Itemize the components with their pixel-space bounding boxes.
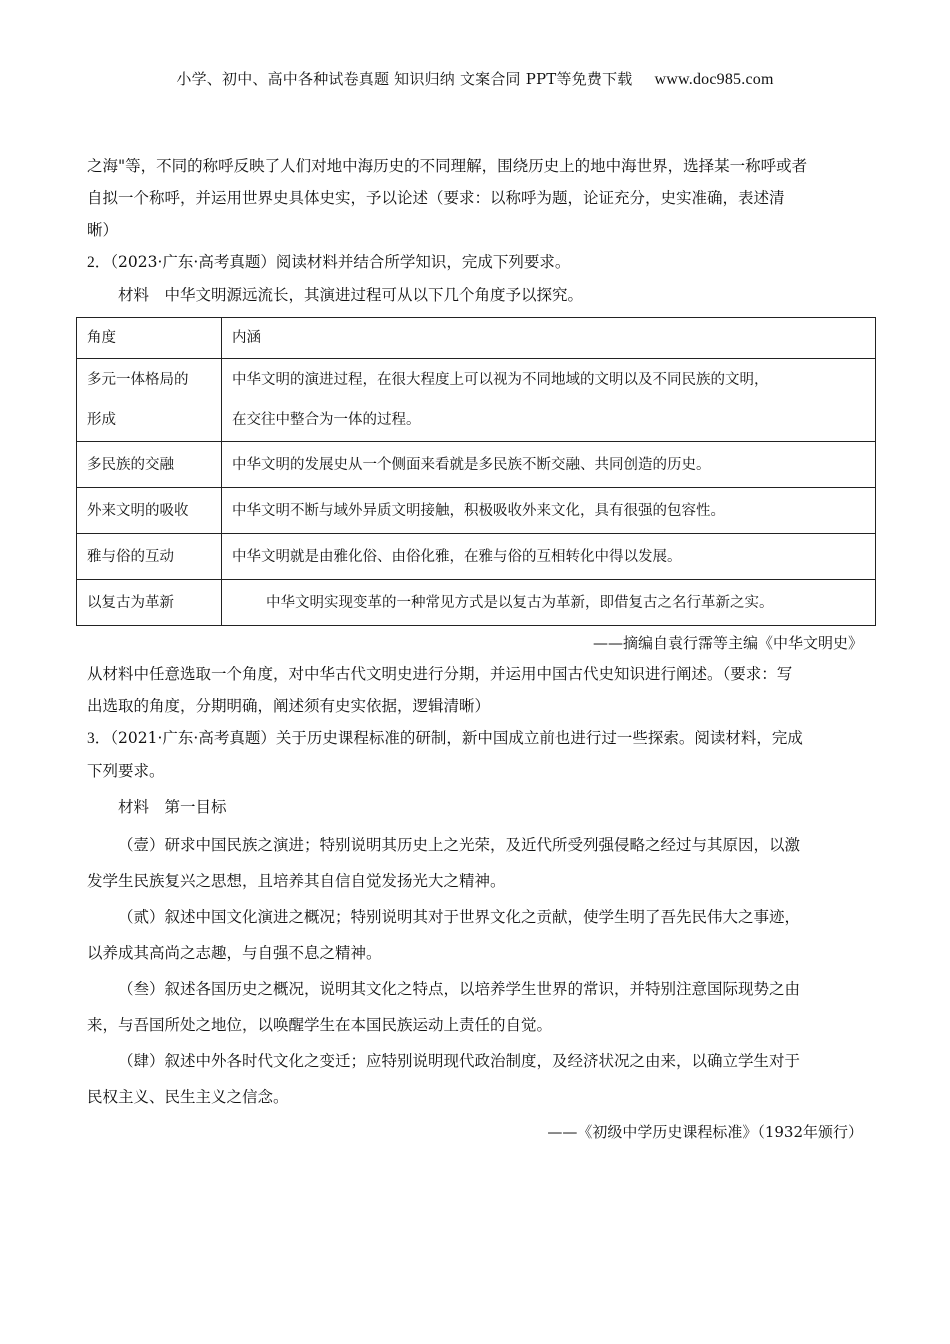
table-row: [77, 534, 876, 580]
q1-line: 自拟一个称呼，并运用世界史具体史实，予以论述（要求：以称呼为题，论证充分，史实准确，表述清: [87, 189, 785, 207]
q3-material: 材料 第一目标: [118, 798, 227, 816]
table-cell-content: 中华文明实现变革的一种常见方式是以复古为革新，即借复古之名行革新之实。: [222, 580, 876, 626]
q3-number: 3．: [87, 730, 111, 747]
q3-item: （壹）研求中国民族之演进；特别说明其历史上之光荣，及近代所受列强侵略之经过与其原因，以激: [118, 836, 801, 854]
material-table: [76, 317, 876, 626]
table-cell-content: [222, 359, 876, 442]
table-cell-content: 中华文明的发展史从一个侧面来看就是多民族不断交融、共同创造的历史。: [222, 442, 876, 488]
q3-item: （贰）叙述中国文化演进之概况；特别说明其对于世界文化之贡献，使学生明了吾先民伟大之事迹，: [118, 908, 801, 926]
table-header-content: 内涵: [222, 318, 876, 359]
table-cell-content: 中华文明就是由雅化俗、由俗化雅，在雅与俗的互相转化中得以发展。: [222, 534, 876, 580]
cell-line: 多元一体格局的: [87, 372, 189, 388]
q3-source: ——《初级中学历史课程标准》（1932年颁行）: [547, 1123, 863, 1141]
table-header-angle: 角度: [77, 318, 222, 359]
q2-task: 出选取的角度，分期明确，阐述须有史实依据，逻辑清晰）: [87, 697, 491, 715]
q2-material: 材料 中华文明源远流长，其演进过程可从以下几个角度予以探究。: [118, 286, 584, 304]
table-cell-angle: 多民族的交融: [77, 442, 222, 488]
q2-stem-text: （2023·广东·高考真题）阅读材料并结合所学知识，完成下列要求。: [110, 253, 571, 271]
q3-item: 民权主义、民生主义之信念。: [87, 1088, 289, 1106]
q3-item: （叁）叙述各国历史之概况，说明其文化之特点，以培养学生世界的常识，并特别注意国际现势之由: [118, 980, 801, 998]
cell-line: 在交往中整合为一体的过程。: [232, 412, 421, 428]
table-row: [77, 488, 876, 534]
page-header: [0, 68, 950, 89]
q2-number: 2．: [87, 254, 111, 271]
q3-item: 来，与吾国所处之地位，以唤醒学生在本国民族运动上责任的自觉。: [87, 1016, 553, 1034]
q3-item: 发学生民族复兴之思想，且培养其自信自觉发扬光大之精神。: [87, 872, 506, 890]
table-row: [77, 442, 876, 488]
table-cell-content: 中华文明不断与域外异质文明接触，积极吸收外来文化，具有很强的包容性。: [222, 488, 876, 534]
cell-line: 形成: [87, 412, 116, 428]
table-row: [77, 580, 876, 626]
q2-stem: [87, 246, 863, 279]
q3-stem: [87, 722, 863, 755]
q3-item: （肆）叙述中外各时代文化之变迁；应特别说明现代政治制度，及经济状况之由来，以确立学生对于: [118, 1052, 801, 1070]
q1-line: 之海"等，不同的称呼反映了人们对地中海历史的不同理解，围绕历史上的地中海世界，选择某一称呼或者: [87, 157, 808, 175]
q3-stem: 下列要求。: [87, 762, 165, 780]
table-cell-angle: 以复古为革新: [77, 580, 222, 626]
cell-line: 中华文明的演进过程，在很大程度上可以视为不同地域的文明以及不同民族的文明，: [232, 372, 769, 388]
document-body: [87, 150, 863, 1147]
table-cell-angle: 外来文明的吸收: [77, 488, 222, 534]
q3-item: 以养成其高尚之志趣，与自强不息之精神。: [87, 944, 382, 962]
table-header-row: [77, 318, 876, 359]
q1-line: 晰）: [87, 221, 119, 239]
header-text: 小学、初中、高中各种试卷真题 知识归纳 文案合同 PPT等免费下载: [176, 70, 633, 88]
table-cell-angle: 雅与俗的互动: [77, 534, 222, 580]
q2-task: 从材料中任意选取一个角度，对中华古代文明史进行分期，并运用中国古代史知识进行阐述。（要求：写: [87, 665, 793, 683]
q2-source: ——摘编自袁行霈等主编《中华文明史》: [592, 634, 863, 652]
q3-stem-text: （2021·广东·高考真题）关于历史课程标准的研制，新中国成立前也进行过一些探索。阅读材料，完成: [110, 729, 803, 747]
table-row: [77, 359, 876, 442]
header-url[interactable]: www.doc985.com: [654, 71, 774, 88]
table-cell-angle: [77, 359, 222, 442]
